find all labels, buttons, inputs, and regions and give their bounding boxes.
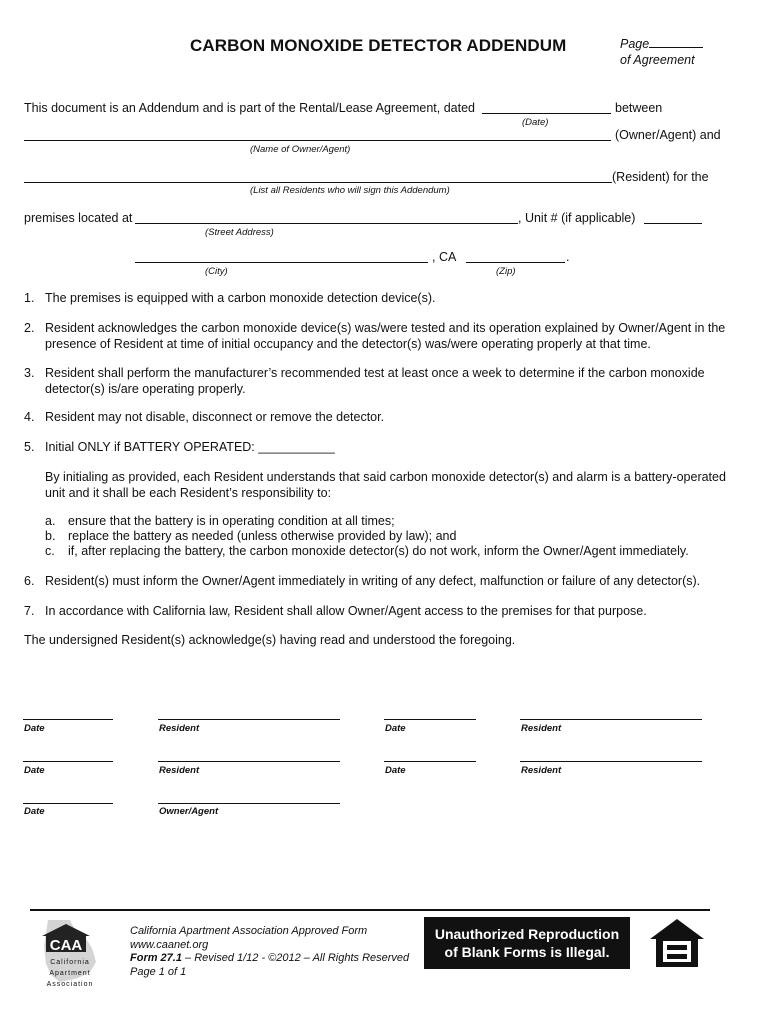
unit-field[interactable] [644, 223, 702, 224]
logo-sub: California [50, 959, 90, 966]
date-hint: (Date) [522, 117, 549, 128]
date-signature-line[interactable] [23, 761, 113, 762]
item-number: 3. [24, 366, 35, 380]
period: . [566, 250, 570, 264]
equal-housing-logo [648, 917, 706, 969]
form-number: Form 27.1 [130, 952, 182, 964]
page-label: Page [620, 37, 650, 51]
warning-line: Unauthorized Reproduction [434, 926, 620, 942]
unit-label: , Unit # (if applicable) [518, 211, 636, 225]
subitem-text: if, after replacing the battery, the carbon monoxide detector(s) do not work, inform the Owner/Agent immediately. [68, 544, 689, 558]
acknowledgement: The undersigned Resident(s) acknowledge(s) having read and understood the foregoing. [24, 633, 516, 647]
caa-logo [40, 916, 100, 992]
street-address-field[interactable] [135, 223, 518, 224]
item-number: 7. [24, 604, 35, 618]
item-number: 2. [24, 321, 35, 335]
date-label: Date [24, 765, 45, 776]
between-label: between [615, 101, 663, 115]
item-text: Resident acknowledges the carbon monoxide device(s) was/were tested and its operation explained by Owner/Agent in the presence of Resident at time of initial occupancy and the detector(s) was/were operating properly at that time. [45, 321, 726, 351]
item-text: In accordance with California law, Resident shall allow Owner/Agent access to the premises for that purpose. [45, 604, 647, 618]
date-label: Date [24, 806, 45, 817]
item-number: 1. [24, 291, 35, 305]
reproduction-warning [424, 917, 630, 969]
date-signature-line[interactable] [384, 719, 476, 720]
resident-signature-line[interactable] [520, 761, 702, 762]
resident-label: Resident [159, 723, 200, 734]
logo-text: CAA [49, 937, 83, 954]
approved-form-text: California Apartment Association Approved Form [130, 925, 368, 937]
date-label: Date [385, 765, 406, 776]
item-text: Resident shall perform the manufacturer’s recommended test at least once a week to determine if the carbon monoxide detector(s) is/are operating properly. [45, 366, 705, 396]
city-field[interactable] [135, 262, 428, 263]
revised-text: – Revised 1/12 - ©2012 – All Rights Reserved [181, 952, 410, 964]
logo-sub: Apartment [49, 970, 91, 977]
battery-intro: By initialing as provided, each Resident understands that said carbon monoxide detector(s) and alarm is a battery-operated unit and it shall be each Resident’s responsibility to: [45, 470, 726, 500]
subitem-text: ensure that the battery is in operating condition at all times; [68, 514, 395, 528]
page-number-field[interactable] [649, 35, 703, 48]
caa-logo-icon [40, 916, 100, 992]
resident-signature-line[interactable] [158, 719, 340, 720]
item-text: Resident may not disable, disconnect or remove the detector. [45, 410, 385, 424]
street-hint: (Street Address) [205, 227, 274, 238]
subitem-letter: c. [45, 544, 55, 558]
resident-label: Resident [521, 723, 562, 734]
page-of-agreement [620, 35, 703, 68]
footer-info [130, 925, 409, 979]
premises-label: premises located at [24, 211, 133, 225]
resident-signature-line[interactable] [520, 719, 702, 720]
resident-label: Resident [159, 765, 200, 776]
warning-line: of Blank Forms is Illegal. [444, 944, 610, 960]
item-number: 5. [24, 440, 35, 454]
date-label: Date [385, 723, 406, 734]
owner-agent-field[interactable] [24, 140, 611, 141]
date-signature-line[interactable] [23, 719, 113, 720]
owner-agent-signature-line[interactable] [158, 803, 340, 804]
residents-hint: (List all Residents who will sign this Addendum) [250, 185, 450, 196]
date-field[interactable] [482, 113, 611, 114]
city-hint: (City) [205, 266, 228, 277]
page-count-text: Page 1 of 1 [130, 965, 187, 978]
equal-housing-icon [648, 917, 706, 969]
date-signature-line[interactable] [23, 803, 113, 804]
website-text: www.caanet.org [130, 938, 209, 951]
subitem-text: replace the battery as needed (unless otherwise provided by law); and [68, 529, 457, 543]
date-label: Date [24, 723, 45, 734]
item-text: Resident(s) must inform the Owner/Agent immediately in writing of any defect, malfunction or failure of any detector(s). [45, 574, 701, 588]
footer-divider [30, 909, 710, 911]
date-signature-line[interactable] [384, 761, 476, 762]
zip-field[interactable] [466, 262, 565, 263]
resident-label: Resident [521, 765, 562, 776]
item-number: 6. [24, 574, 35, 588]
owner-hint: (Name of Owner/Agent) [250, 144, 351, 155]
of-agreement-label: of Agreement [620, 53, 695, 67]
logo-sub: Association [46, 981, 94, 988]
page-title: CARBON MONOXIDE DETECTOR ADDENDUM [190, 36, 567, 55]
subitem-letter: b. [45, 529, 56, 543]
resident-for-the-label: (Resident) for the [612, 170, 709, 184]
owner-agent-and-label: (Owner/Agent) and [615, 128, 721, 142]
battery-initial-field[interactable]: Initial ONLY if BATTERY OPERATED: ___________ [45, 440, 335, 454]
resident-signature-line[interactable] [158, 761, 340, 762]
zip-hint: (Zip) [496, 266, 516, 277]
residents-field[interactable] [24, 182, 612, 183]
item-text: The premises is equipped with a carbon monoxide detection device(s). [45, 291, 436, 305]
subitem-letter: a. [45, 514, 56, 528]
owner-agent-label: Owner/Agent [159, 806, 219, 817]
item-number: 4. [24, 410, 35, 424]
ca-label: , CA [432, 250, 457, 264]
intro-text: This document is an Addendum and is part of the Rental/Lease Agreement, dated [24, 101, 475, 115]
